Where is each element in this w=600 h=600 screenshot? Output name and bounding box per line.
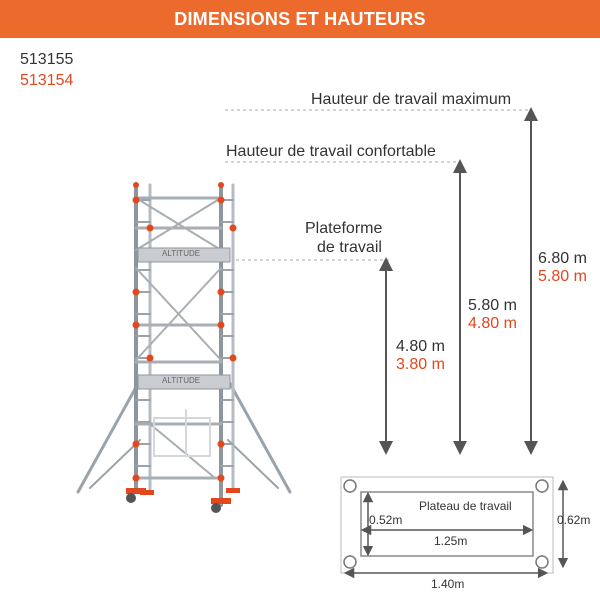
max-working-height-label: Hauteur de travail maximum (311, 91, 512, 108)
plan-inner-length-label: 1.25m (434, 534, 468, 548)
max-height-values (538, 250, 587, 286)
product-reference-secondary: 513154 (20, 72, 74, 89)
platform-height-values (396, 338, 445, 374)
plan-outer-depth-label: 0.62m (557, 513, 591, 527)
section-title-banner: DIMENSIONS ET HAUTEURS (0, 0, 600, 38)
platform-brand-upper: ALTITUDE (162, 249, 201, 258)
platform-height-value-secondary: 3.80 m (396, 356, 445, 373)
platform-height-label-line2: de travail (317, 239, 382, 256)
comfort-height-value-primary: 5.80 m (468, 297, 517, 314)
max-height-value-primary: 6.80 m (538, 250, 587, 267)
platform-brand-lower: ALTITUDE (162, 376, 201, 385)
comfort-working-height-label: Hauteur de travail confortable (226, 143, 436, 160)
platform-height-label-line1: Plateforme (305, 220, 383, 237)
product-reference-primary: 513155 (20, 51, 74, 68)
comfort-height-values (468, 297, 517, 333)
plan-outer-length-label: 1.40m (431, 577, 465, 591)
max-height-value-secondary: 5.80 m (538, 268, 587, 285)
scaffold-tower-illustration (78, 182, 290, 513)
platform-height-value-primary: 4.80 m (396, 338, 445, 355)
plan-title: Plateau de travail (419, 499, 512, 513)
comfort-height-value-secondary: 4.80 m (468, 315, 517, 332)
plan-inner-depth-label: 0.52m (369, 513, 403, 527)
